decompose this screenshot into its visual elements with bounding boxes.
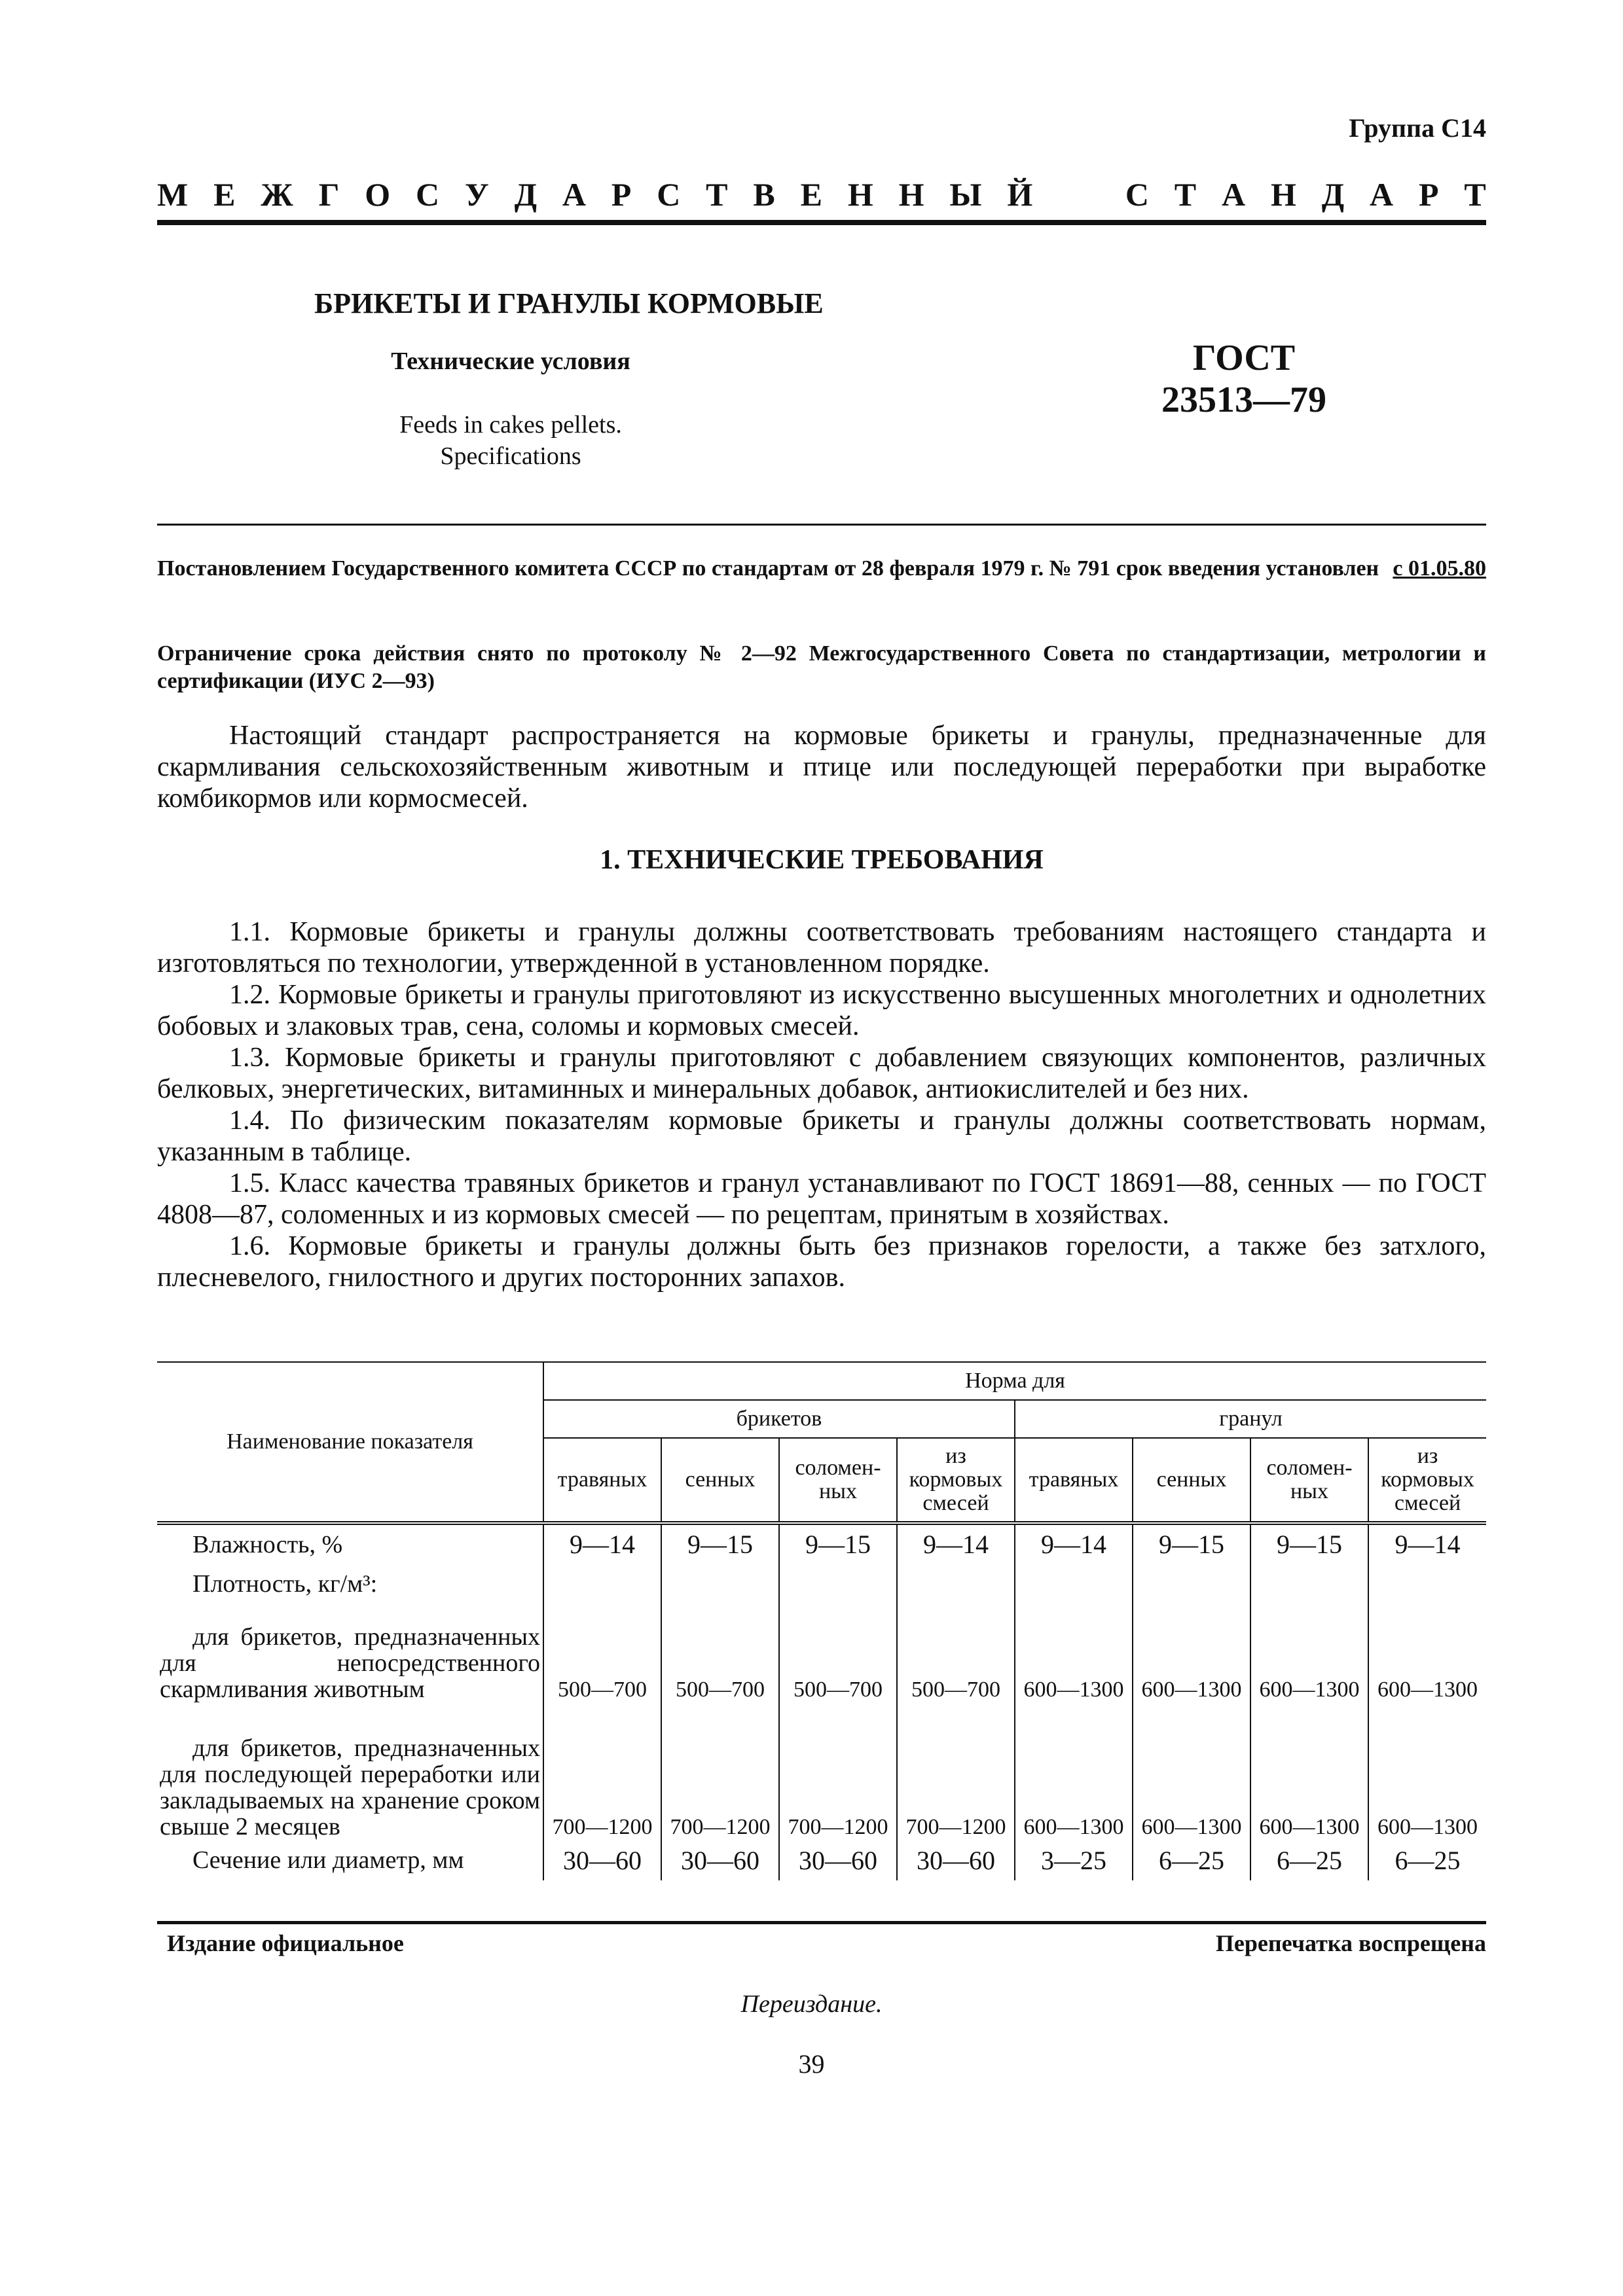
value-cell <box>779 1564 897 1604</box>
row-label: Влажность, % <box>192 1530 343 1558</box>
sub-header: из кормовых смесей <box>1368 1438 1486 1523</box>
clause-1-4: 1.4. По физическим показателям кормовые брикеты и гранулы должны соответствовать нормам, указанным в таблице. <box>157 1105 1486 1167</box>
heading-letter: Ы <box>949 176 982 213</box>
gost-label: ГОСТ <box>1192 338 1296 378</box>
heading-letter: С <box>1125 176 1149 213</box>
heading-letter: Н <box>898 176 924 213</box>
value-cell: 9—15 <box>1133 1523 1250 1564</box>
heading-letter: В <box>753 176 775 213</box>
heading-letter: Т <box>706 176 728 213</box>
gost-number: 23513—79 <box>1161 380 1326 420</box>
heading-letter: Д <box>1321 176 1345 213</box>
value-cell: 600—1300 <box>1133 1702 1250 1840</box>
value-cell: 500—700 <box>543 1604 661 1702</box>
briquettes-group-header: брикетов <box>543 1400 1015 1438</box>
row-label: Плотность, кг/м³: <box>192 1570 378 1598</box>
heading-letter: Р <box>1418 176 1439 213</box>
clause-1-5: 1.5. Класс качества травяных брикетов и гранул устанавливают по ГОСТ 18691—88, сенных — по ГОСТ 4808—87, соломенных и из кормовых смесей — по рецептам, принятым в хозяйствах. <box>157 1168 1486 1230</box>
official-edition-label: Издание официальное <box>167 1930 404 1956</box>
heading-letter: М <box>157 176 189 213</box>
value-cell: 600—1300 <box>1368 1702 1486 1840</box>
heading-letter: Р <box>611 176 632 213</box>
clause-1-6: 1.6. Кормовые брикеты и гранулы должны быть без признаков горелости, а также без затхлого, плесневелого, гнилостного и других посторонних запахов. <box>157 1231 1486 1293</box>
heading-gap <box>1091 175 1100 215</box>
heading-letter: Д <box>514 176 537 213</box>
intro-paragraph <box>157 720 1486 814</box>
value-cell <box>1250 1564 1368 1604</box>
heading-letter: У <box>465 176 489 213</box>
heading-letter: А <box>562 176 586 213</box>
value-cell: 9—14 <box>1368 1523 1486 1564</box>
heading-letter: Е <box>213 176 236 213</box>
sub-header: соломен-ных <box>779 1438 897 1523</box>
decree-date: с 01.05.80 <box>1393 556 1486 581</box>
sub-header: травяных <box>1015 1438 1133 1523</box>
table-row <box>157 1564 1486 1604</box>
row-label: для брикетов, предназначенных для последующей переработки или закладываемых на хранение сроком свыше 2 месяцев <box>160 1734 540 1840</box>
heading-letter: Й <box>1007 176 1033 213</box>
value-cell: 700—1200 <box>897 1702 1015 1840</box>
value-cell: 30—60 <box>779 1840 897 1880</box>
heading-letter: С <box>657 176 681 213</box>
sub-header: сенных <box>1133 1438 1250 1523</box>
value-cell <box>897 1564 1015 1604</box>
heading-letter: Е <box>800 176 822 213</box>
reissue-label: Переиздание. <box>740 1990 883 2018</box>
heading-letter: А <box>1370 176 1394 213</box>
value-cell: 30—60 <box>543 1840 661 1880</box>
footer-rule <box>157 1921 1486 1924</box>
limitation-paragraph: Ограничение срока действия снято по протоколу № 2—92 Межгосударственного Совета по стандартизации, метрологии и сертификации (ИУС 2—93) <box>157 641 1486 693</box>
value-cell: 9—14 <box>1015 1523 1133 1564</box>
value-cell: 9—15 <box>779 1523 897 1564</box>
heading-letter: О <box>365 176 391 213</box>
sub-header: травяных <box>543 1438 661 1523</box>
english-title <box>118 409 903 472</box>
decree-text: Постановлением Государственного комитета СССР по стандартам от 28 февраля 1979 г. № 791 срок введения установлен <box>157 556 1379 581</box>
heading-letter: А <box>1222 176 1246 213</box>
table-row <box>157 1840 1486 1880</box>
sub-header: сенных <box>661 1438 779 1523</box>
english-title-line-1: Feeds in cakes pellets. <box>399 411 622 439</box>
norm-header: Норма для <box>543 1362 1486 1400</box>
reprint-prohibited-label: Перепечатка воспрещена <box>1215 1930 1486 1956</box>
page-number: 39 <box>798 2049 825 2079</box>
clause-1-1: 1.1. Кормовые брикеты и гранулы должны соответствовать требованиям настоящего стандарта и изготовляться по технологии, утвержденной в установленном порядке. <box>157 917 1486 978</box>
clause-1-3: 1.3. Кормовые брикеты и гранулы приготовляют с добавлением связующих компонентов, различных белковых, энергетических, витаминных и минеральных добавок, антиокислителей и без них. <box>157 1043 1486 1104</box>
value-cell: 30—60 <box>661 1840 779 1880</box>
clauses <box>157 916 1486 1293</box>
group-label: Группа С14 <box>1349 113 1486 143</box>
heading-letter: Н <box>847 176 873 213</box>
value-cell <box>1133 1564 1250 1604</box>
value-cell: 600—1300 <box>1015 1604 1133 1702</box>
value-cell: 700—1200 <box>779 1702 897 1840</box>
value-cell <box>543 1564 661 1604</box>
heading-gap <box>1058 175 1067 215</box>
value-cell: 500—700 <box>779 1604 897 1702</box>
table-row <box>157 1604 1486 1702</box>
value-cell: 6—25 <box>1368 1840 1486 1880</box>
value-cell: 30—60 <box>897 1840 1015 1880</box>
value-cell <box>1015 1564 1133 1604</box>
row-label: Сечение или диаметр, мм <box>192 1846 464 1874</box>
table-row <box>157 1523 1486 1564</box>
row-label: для брикетов, предназначенных для непосредственного скармливания животным <box>160 1623 540 1703</box>
heading-letter: Т <box>1174 176 1197 213</box>
value-cell: 600—1300 <box>1015 1702 1133 1840</box>
document-title: БРИКЕТЫ И ГРАНУЛЫ КОРМОВЫЕ <box>314 287 824 319</box>
value-cell: 6—25 <box>1133 1840 1250 1880</box>
header-rule <box>157 220 1486 225</box>
value-cell <box>661 1564 779 1604</box>
gost-designation <box>1126 337 1362 421</box>
intro-text: Настоящий стандарт распространяется на кормовые брикеты и гранулы, предназначенные для скармливания сельскохозяйственным животным и птице или последующей переработки при выработке комбикормов или кормосмесей. <box>157 721 1486 814</box>
value-cell: 600—1300 <box>1250 1604 1368 1702</box>
value-cell <box>1368 1564 1486 1604</box>
heading-letter: С <box>416 176 440 213</box>
physical-indicators-table <box>157 1361 1486 1880</box>
interstate-standard-heading <box>157 175 1486 215</box>
document-subtitle: Технические условия <box>391 348 630 375</box>
value-cell: 9—15 <box>661 1523 779 1564</box>
english-title-line-2: Specifications <box>440 442 581 470</box>
heading-letter: Г <box>318 176 340 213</box>
value-cell: 600—1300 <box>1133 1604 1250 1702</box>
sub-header: из кормовых смесей <box>897 1438 1015 1523</box>
value-cell: 9—15 <box>1250 1523 1368 1564</box>
sub-header: соломен-ных <box>1250 1438 1368 1523</box>
clause-1-2: 1.2. Кормовые брикеты и гранулы приготовляют из искусственно высушенных многолетних и однолетних бобовых и злаковых трав, сена, соломы и кормовых смесей. <box>157 980 1486 1041</box>
value-cell: 6—25 <box>1250 1840 1368 1880</box>
table-row <box>157 1702 1486 1840</box>
heading-letter: Н <box>1270 176 1296 213</box>
indicator-column-header: Наименование показателя <box>157 1362 543 1523</box>
value-cell: 3—25 <box>1015 1840 1133 1880</box>
value-cell: 600—1300 <box>1250 1702 1368 1840</box>
table-body <box>157 1523 1486 1880</box>
granules-group-header: гранул <box>1015 1400 1486 1438</box>
value-cell: 9—14 <box>543 1523 661 1564</box>
heading-letter: Ж <box>261 176 293 213</box>
title-rule <box>157 524 1486 526</box>
value-cell: 700—1200 <box>543 1702 661 1840</box>
value-cell: 600—1300 <box>1368 1604 1486 1702</box>
value-cell: 500—700 <box>661 1604 779 1702</box>
value-cell: 500—700 <box>897 1604 1015 1702</box>
value-cell: 700—1200 <box>661 1702 779 1840</box>
heading-letter: Т <box>1464 176 1486 213</box>
value-cell: 9—14 <box>897 1523 1015 1564</box>
decree-paragraph <box>157 555 1486 583</box>
section-title: 1. ТЕХНИЧЕСКИЕ ТРЕБОВАНИЯ <box>600 845 1044 875</box>
